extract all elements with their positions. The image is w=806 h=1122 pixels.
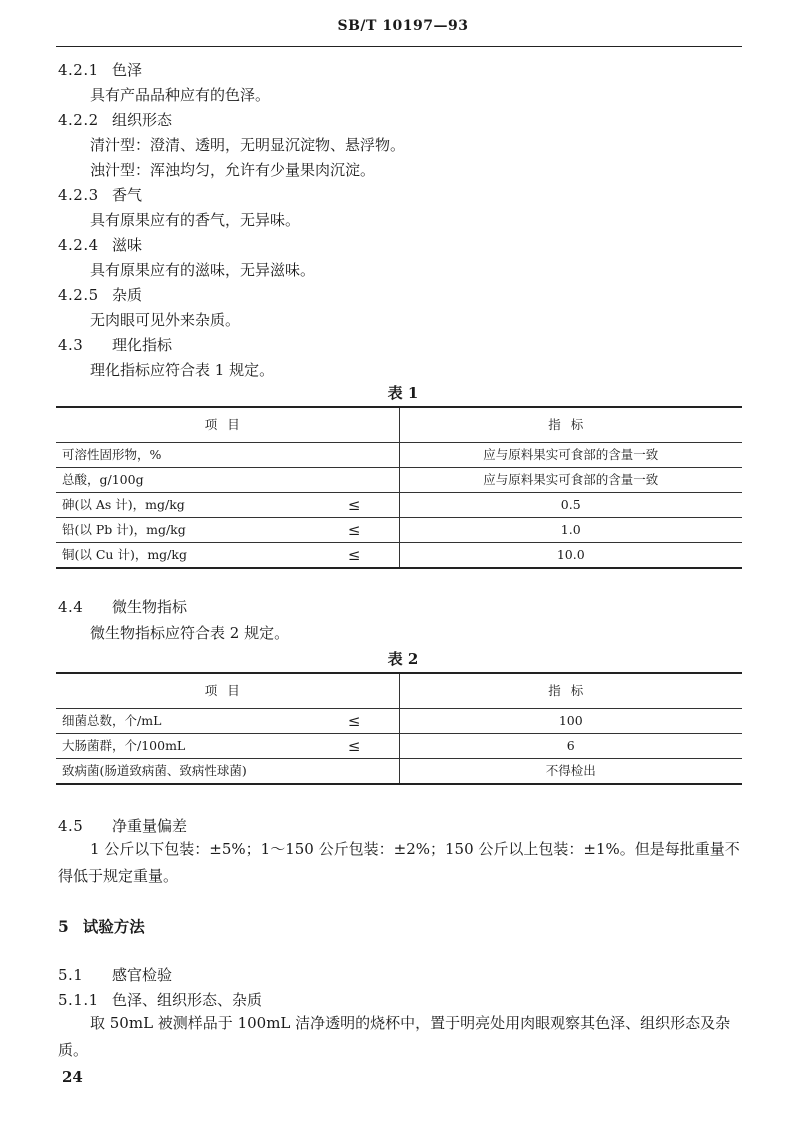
section-heading: 4.2.2 组织形态 <box>58 111 173 129</box>
table-row <box>56 734 742 759</box>
section-paragraph: 取 50mL 被测样品于 100mL 洁净透明的烧杯中，置于明亮处用肉眼观察其色泽、组织形态及杂质。 <box>58 1014 731 1059</box>
section-heading: 5.1 感官检验 <box>58 966 173 984</box>
section-body: 清汁型：澄清、透明，无明显沉淀物、悬浮物。 <box>90 136 406 154</box>
table-row <box>56 493 742 518</box>
page-number: 24 <box>62 1068 83 1086</box>
item-cell: 总酸，g/100g <box>62 472 144 487</box>
table1 <box>56 406 742 569</box>
value-cell: 10.0 <box>399 543 742 569</box>
section-body: 具有原果应有的滋味，无异滋味。 <box>90 261 316 279</box>
section-heading: 5.1.1 色泽、组织形态、杂质 <box>58 991 263 1009</box>
section-heading: 4.2.1 色泽 <box>58 61 143 79</box>
column-header: 项目 <box>56 673 399 709</box>
header-rule <box>56 46 742 47</box>
le-symbol: ≤ <box>347 521 361 539</box>
table1-caption: 表 1 <box>387 384 419 402</box>
section-body: 具有产品品种应有的色泽。 <box>90 86 271 104</box>
value-cell: 不得检出 <box>399 759 742 785</box>
table2 <box>56 672 742 785</box>
section-body: 具有原果应有的香气，无异味。 <box>90 211 301 229</box>
le-symbol: ≤ <box>347 737 361 755</box>
column-header: 指标 <box>399 407 742 443</box>
section-heading: 4.5 净重量偏差 <box>58 817 188 835</box>
le-symbol: ≤ <box>347 546 361 564</box>
value-cell: 100 <box>399 709 742 734</box>
section-heading: 4.4 微生物指标 <box>58 598 188 616</box>
item-cell: 砷(以 As 计)，mg/kg <box>62 497 185 512</box>
chapter-heading: 5 试验方法 <box>58 917 145 936</box>
table-row <box>56 518 742 543</box>
column-header: 指标 <box>399 673 742 709</box>
table-row <box>56 468 742 493</box>
section-heading: 4.2.4 滋味 <box>58 236 143 254</box>
section-paragraph: 1 公斤以下包装：±5%；1～150 公斤包装：±2%；150 公斤以上包装：±1%。但是每批重量不得低于规定重量。 <box>58 840 740 885</box>
value-cell: 0.5 <box>399 493 742 518</box>
item-cell: 大肠菌群，个/100mL <box>62 738 186 753</box>
item-cell: 致病菌(肠道致病菌、致病性球菌) <box>62 763 247 778</box>
value-cell: 应与原料果实可食部的含量一致 <box>399 468 742 493</box>
table-row <box>56 443 742 468</box>
section-heading: 4.2.5 杂质 <box>58 286 143 304</box>
value-cell: 应与原料果实可食部的含量一致 <box>399 443 742 468</box>
table-row <box>56 543 742 569</box>
table-header-row <box>56 407 742 443</box>
section-heading: 4.2.3 香气 <box>58 186 143 204</box>
section-body: 微生物指标应符合表 2 规定。 <box>90 624 290 642</box>
item-cell: 铅(以 Pb 计)，mg/kg <box>62 522 186 537</box>
table-row <box>56 759 742 785</box>
value-cell: 6 <box>399 734 742 759</box>
section-body: 无肉眼可见外来杂质。 <box>90 311 241 329</box>
value-cell: 1.0 <box>399 518 742 543</box>
table-row <box>56 709 742 734</box>
column-header: 项目 <box>56 407 399 443</box>
item-cell: 铜(以 Cu 计)，mg/kg <box>62 547 187 562</box>
le-symbol: ≤ <box>347 496 361 514</box>
item-cell: 可溶性固形物，% <box>62 447 162 462</box>
section-heading: 4.3 理化指标 <box>58 336 173 354</box>
document-header: SB/T 10197—93 <box>337 18 469 34</box>
table2-caption: 表 2 <box>387 650 419 668</box>
table-header-row <box>56 673 742 709</box>
item-cell: 细菌总数，个/mL <box>62 713 162 728</box>
le-symbol: ≤ <box>347 712 361 730</box>
section-body: 理化指标应符合表 1 规定。 <box>90 361 275 379</box>
section-body: 浊汁型：浑浊均匀，允许有少量果肉沉淀。 <box>90 161 376 179</box>
